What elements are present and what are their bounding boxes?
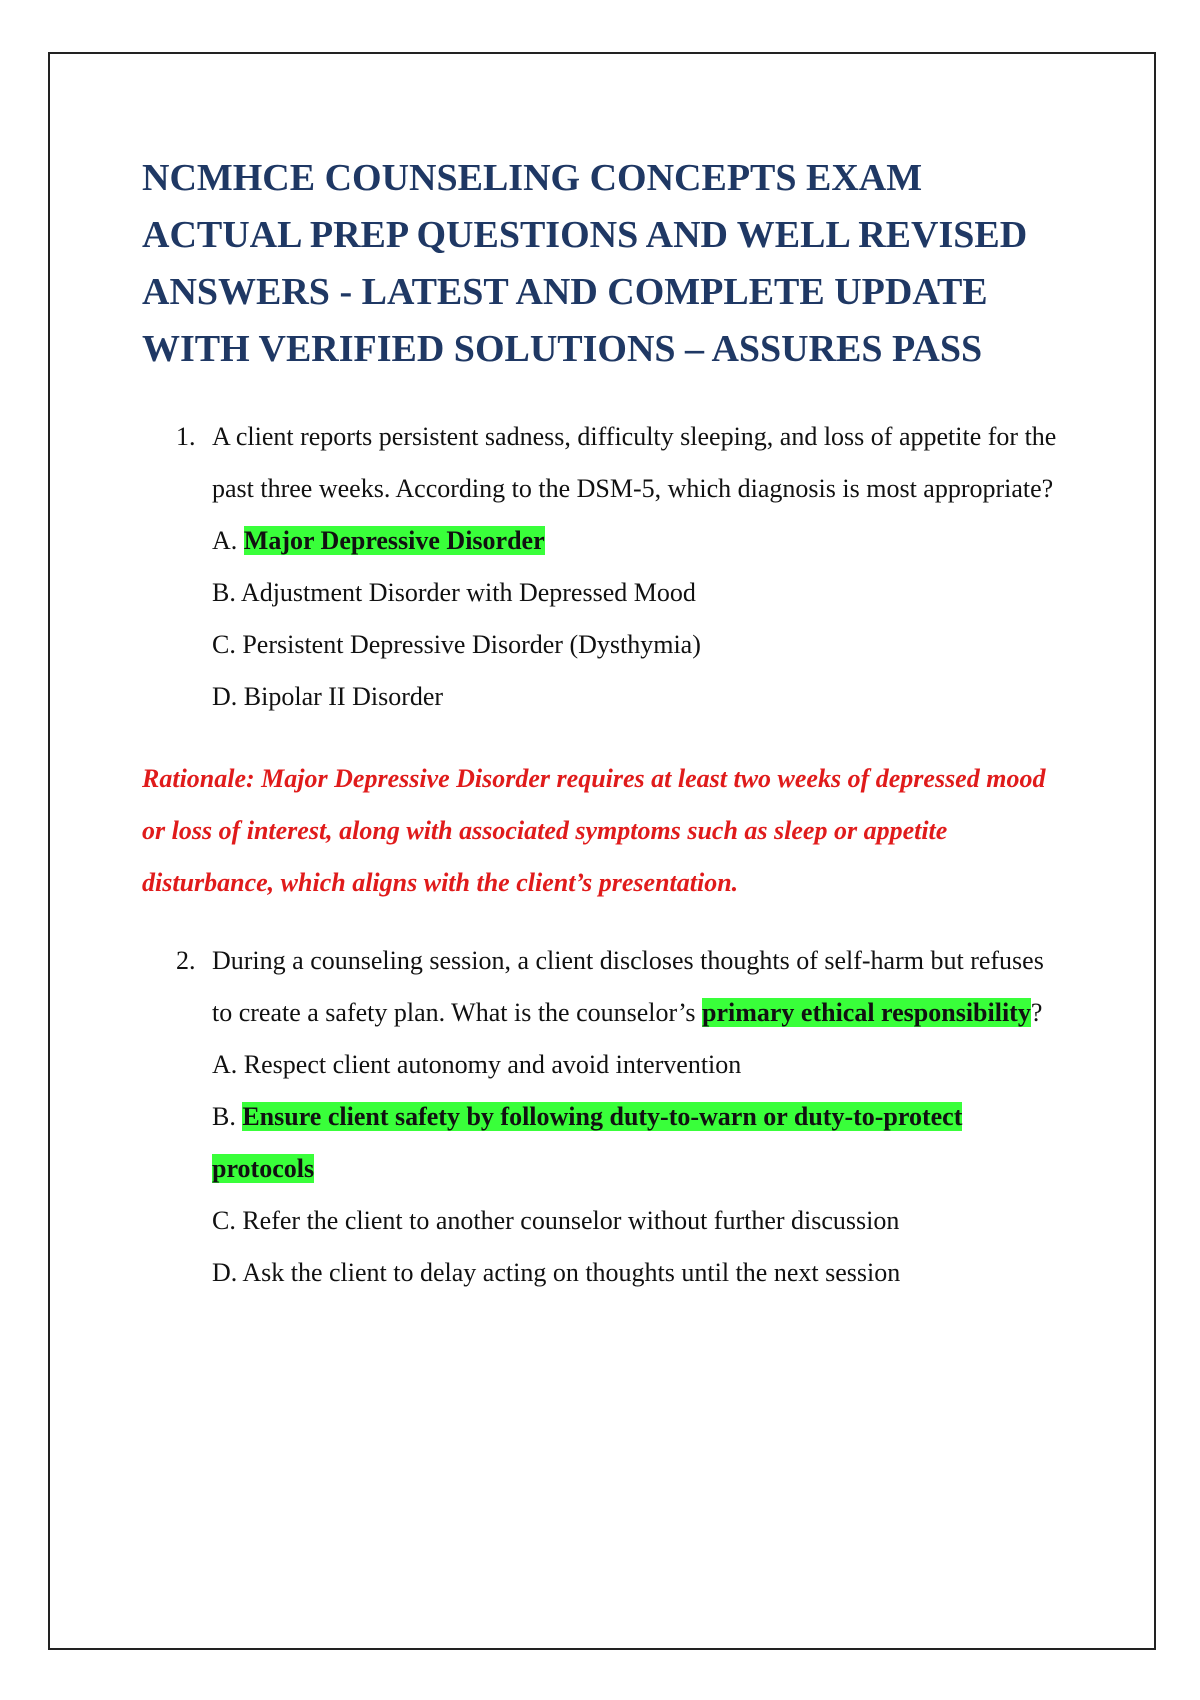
option-text: Respect client autonomy and avoid intervention (243, 1050, 742, 1079)
option-d (212, 1247, 1062, 1299)
key-phrase-highlight: primary ethical responsibility (701, 998, 1031, 1027)
option-letter: C. (212, 630, 236, 659)
option-b (212, 567, 1062, 619)
option-text: Refer the client to another counselor without further discussion (242, 1206, 900, 1235)
option-letter: C. (212, 1206, 236, 1235)
option-text: Ask the client to delay acting on thoughts until the next session (242, 1258, 901, 1287)
option-b (212, 1091, 1062, 1195)
option-text: Persistent Depressive Disorder (Dysthymia) (242, 630, 701, 659)
stem-text-end: ? (1030, 998, 1043, 1027)
option-c (212, 1195, 1062, 1247)
correct-answer-highlight: Ensure client safety by following duty-to-warn or duty-to-protect protocols (212, 1102, 963, 1183)
question-2 (142, 935, 1062, 1299)
option-d (212, 671, 1062, 723)
option-letter: B. (212, 578, 236, 607)
stem-text: During a counseling session, a client discloses thoughts of self-harm but refuses to create a safety plan. What is the counselor’s (212, 946, 1044, 1027)
rationale: Rationale: Major Depressive Disorder requires at least two weeks of depressed mood or loss of interest, along with associated symptoms such as sleep or appetite disturbance, which aligns with the client’s presentation. (142, 764, 1046, 897)
option-c (212, 619, 1062, 671)
option-letter: A. (212, 526, 238, 555)
document-body (142, 150, 1062, 1299)
document-title: NCMHCE COUNSELING CONCEPTS EXAM ACTUAL PREP QUESTIONS AND WELL REVISED ANSWERS - LATEST AND COMPLETE UPDATE WITH VERIFIED SOLUTIONS – ASSURES PASS (142, 157, 1028, 370)
option-a (212, 515, 1062, 567)
question-number: 2. (176, 946, 196, 975)
option-a (212, 1039, 1062, 1091)
option-text: Adjustment Disorder with Depressed Mood (240, 578, 696, 607)
question-number: 1. (176, 422, 196, 451)
option-letter: D. (212, 1258, 238, 1287)
question-1 (142, 411, 1062, 723)
option-text: Bipolar II Disorder (243, 682, 444, 711)
question-stem: A client reports persistent sadness, difficulty sleeping, and loss of appetite for the past three weeks. According to the DSM-5, which diagnosis is most appropriate? (212, 422, 1057, 503)
correct-answer-highlight: Major Depressive Disorder (243, 526, 545, 555)
question-stem (212, 935, 1062, 1039)
option-letter: A. (212, 1050, 238, 1079)
option-letter: B. (212, 1102, 236, 1131)
option-letter: D. (212, 682, 238, 711)
